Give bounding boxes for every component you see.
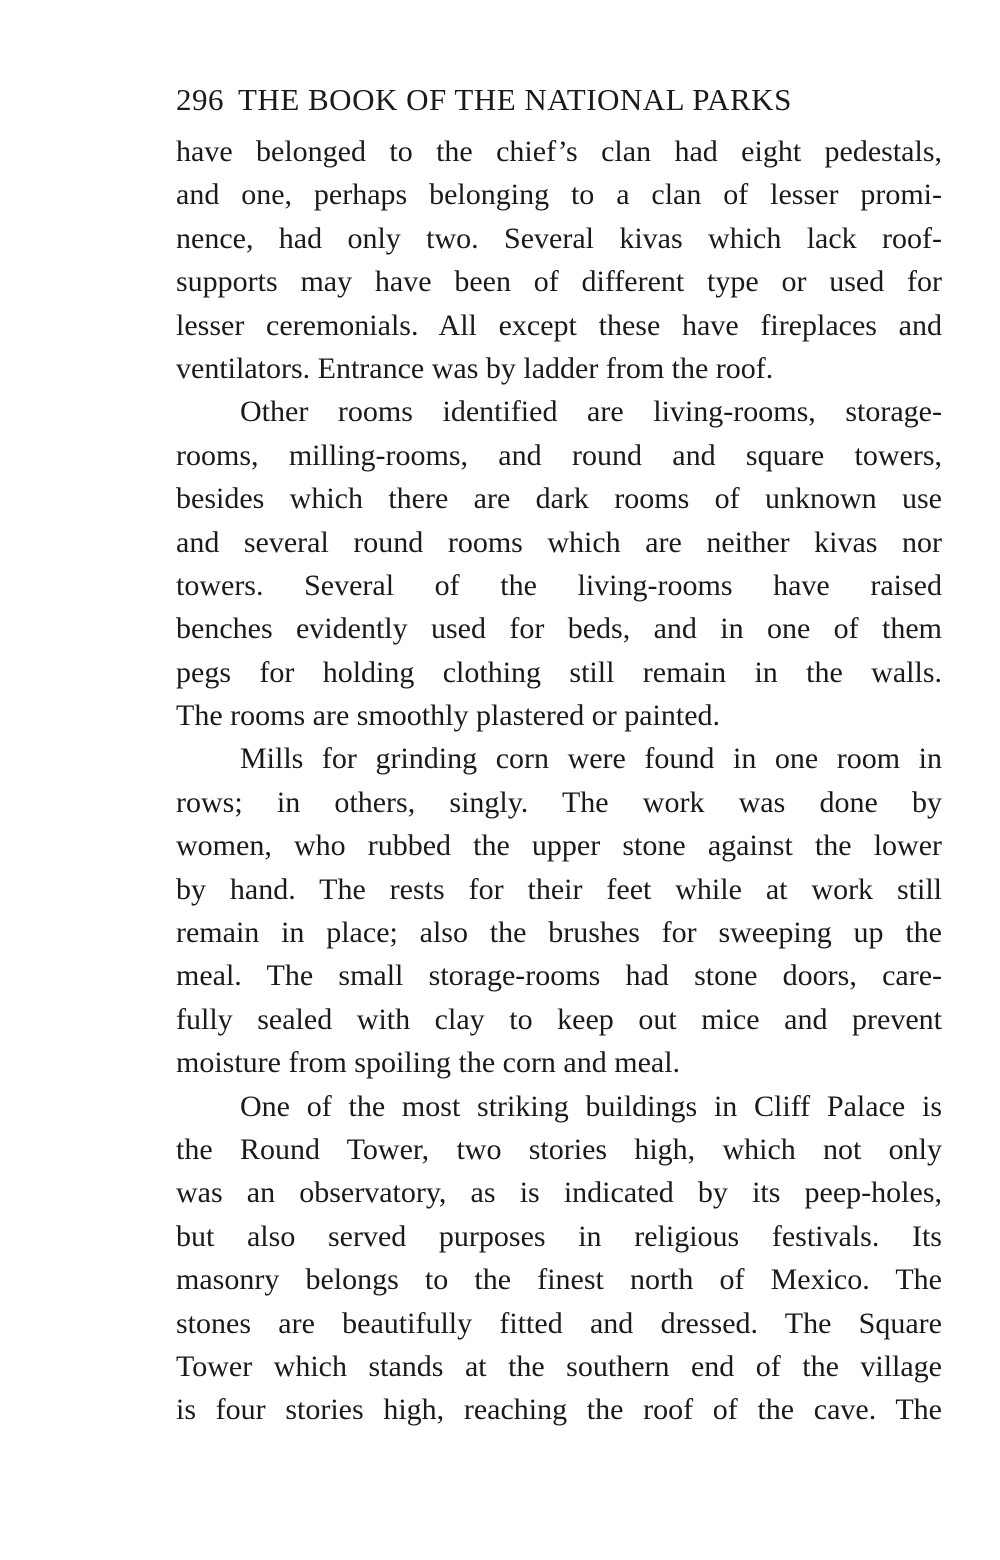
text-line: the Round Tower, two stories high, which not only: [176, 1132, 942, 1166]
text-line: rows; in others, singly. The work was done by: [176, 785, 942, 819]
text-line: women, who rubbed the upper stone against the lower: [176, 829, 942, 863]
paragraph: [176, 390, 942, 737]
text-line: have belonged to the chief’s clan had eight pedestals,: [176, 135, 942, 168]
text-line: benches evidently used for beds, and in one of them: [176, 612, 942, 646]
text-line: ventilators. Entrance was by ladder from the roof.: [176, 351, 774, 385]
text-line: rooms, milling-rooms, and round and square towers,: [176, 438, 942, 472]
book-page: [176, 82, 942, 1432]
paragraph: [176, 130, 942, 390]
text-line: and one, perhaps belonging to a clan of lesser promi-: [176, 178, 942, 212]
page-number: 296: [176, 82, 224, 117]
text-line: was an observatory, as is indicated by its peep-holes,: [176, 1176, 942, 1210]
text-line: masonry belongs to the finest north of Mexico. The: [176, 1263, 942, 1297]
text-line: remain in place; also the brushes for sweeping up the: [176, 916, 942, 950]
text-line: but also served purposes in religious festivals. Its: [176, 1219, 942, 1253]
text-line: is four stories high, reaching the roof of the cave. The: [176, 1393, 942, 1427]
running-title: THE BOOK OF THE NATIONAL PARKS: [238, 82, 792, 117]
text-line: One of the most striking buildings in Cliff Palace is: [240, 1089, 942, 1123]
text-line: Mills for grinding corn were found in one room in: [240, 742, 942, 776]
paragraph: [176, 737, 942, 1084]
text-line: towers. Several of the living-rooms have raised: [176, 568, 942, 602]
text-line: Other rooms identified are living-rooms, storage-: [240, 395, 942, 429]
text-line: moisture from spoiling the corn and meal.: [176, 1046, 681, 1080]
paragraph: [176, 1085, 942, 1432]
body-text: [176, 130, 942, 1432]
text-line: stones are beautifully fitted and dressed. The Square: [176, 1306, 942, 1340]
text-line: meal. The small storage-rooms had stone doors, care-: [176, 959, 942, 993]
text-line: Tower which stands at the southern end of the village: [176, 1349, 942, 1383]
text-line: pegs for holding clothing still remain in the walls.: [176, 655, 942, 689]
text-line: nence, had only two. Several kivas which lack roof-: [176, 221, 942, 255]
text-line: fully sealed with clay to keep out mice and prevent: [176, 1002, 942, 1036]
text-line: besides which there are dark rooms of unknown use: [176, 482, 942, 516]
text-line: and several round rooms which are neither kivas nor: [176, 525, 942, 559]
running-header: [176, 82, 942, 130]
text-line: by hand. The rests for their feet while at work still: [176, 872, 942, 906]
text-line: supports may have been of different type or used for: [176, 265, 942, 299]
text-line: lesser ceremonials. All except these have fireplaces and: [176, 308, 942, 342]
text-line: The rooms are smoothly plastered or painted.: [176, 699, 721, 733]
